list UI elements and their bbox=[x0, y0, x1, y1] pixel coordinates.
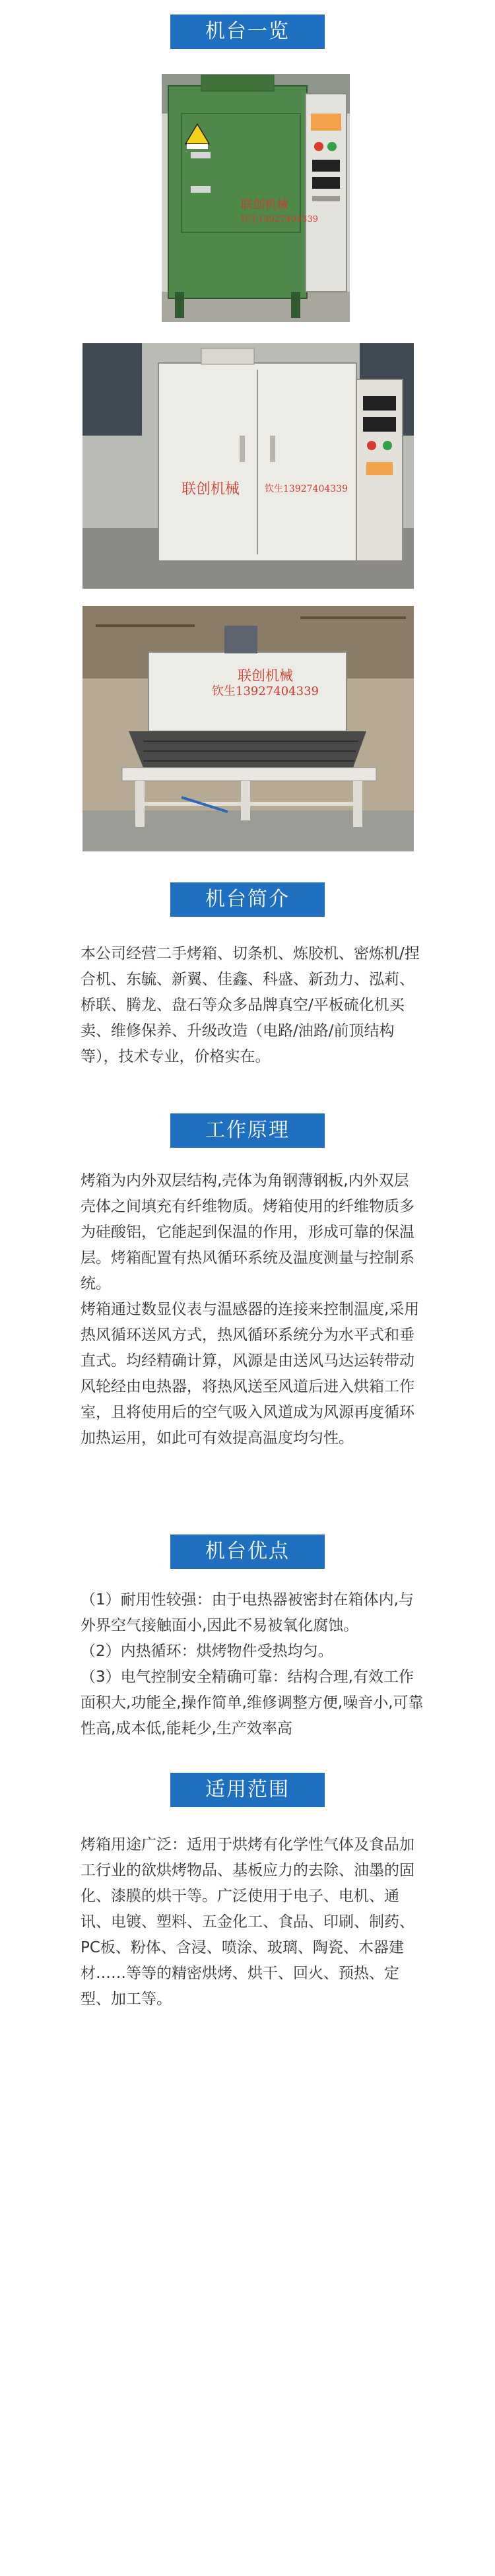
photo2-watermark-right: 钦生13927404339 bbox=[265, 484, 348, 494]
overview-section-title: 机台一览 bbox=[170, 15, 325, 49]
advantages-section-title: 机台优点 bbox=[170, 1535, 325, 1569]
photo3-watermark-line1: 联创机械 bbox=[237, 668, 293, 684]
advantages-paragraph bbox=[81, 1587, 424, 1742]
photo1-watermark-line2: 钦生13927404339 bbox=[241, 215, 318, 224]
principle-text-2: 烤箱通过数显仪表与温感器的连接来控制温度,采用热风循环送风方式，热风循环系统分为水平式和垂直式。均经精确计算，风源是由送风马达运转带动风轮经由电热器，将热风送至风道后进入烘箱工作室，且将使用后的空气吸入风道成为风源再度循环加热运用，如此可有效提高温度均匀性。 bbox=[81, 1301, 420, 1447]
scope-paragraph bbox=[81, 1832, 424, 2012]
intro-text: 本公司经营二手烤箱、切条机、炼胶机、密炼机/捏合机、东毓、新翼、佳鑫、科盛、新劲力、泓莉、桥联、腾龙、盘石等众多品牌真空/平板硫化机买卖、维修保养、升级改造（电路/油路/前顶结构等），技术专业，价格实在。 bbox=[81, 945, 420, 1065]
intro-paragraph bbox=[81, 941, 424, 1070]
white-oven-illustration bbox=[82, 343, 414, 589]
advantage-item-3: （3）电气控制安全精确可靠：结构合理,有效工作面积大,功能全,操作简单,维修调整方便,噪音小,可靠性高,成本低,能耗少,生产效率高 bbox=[81, 1668, 424, 1737]
intro-section-title: 机台简介 bbox=[170, 882, 325, 917]
scope-text: 烤箱用途广泛：适用于烘烤有化学性气体及食品加工行业的欲烘烤物品、基板应力的去除、油墨的固化、漆膜的烘干等。广泛使用于电子、电机、通讯、电镀、塑料、五金化工、食品、印刷、制药、PC板、粉体、含浸、喷涂、玻璃、陶瓷、木器建材……等等的精密烘烤、烘干、回火、预热、定型、加工等。 bbox=[81, 1836, 414, 2008]
green-oven-photo bbox=[162, 74, 350, 322]
principle-paragraph bbox=[81, 1168, 424, 1451]
principle-section-title: 工作原理 bbox=[170, 1113, 325, 1148]
white-oven-photo bbox=[82, 343, 414, 589]
tunnel-oven-illustration bbox=[82, 606, 414, 851]
photo1-watermark bbox=[241, 198, 318, 227]
photo1-watermark-line1: 联创机械 bbox=[241, 198, 288, 212]
advantage-item-1: （1）耐用性较强：由于电热器被密封在箱体内,与外界空气接触面小,因此不易被氧化腐蚀。 bbox=[81, 1591, 414, 1634]
photo3-watermark-line2: 钦生13927404339 bbox=[212, 684, 319, 698]
tunnel-oven-photo bbox=[82, 606, 414, 851]
photo3-watermark bbox=[212, 668, 319, 700]
advantage-item-2: （2）内热循环：烘烤物件受热均匀。 bbox=[81, 1643, 333, 1660]
photo2-watermark-left: 联创机械 bbox=[182, 481, 240, 498]
scope-section-title: 适用范围 bbox=[170, 1773, 325, 1807]
principle-text-1: 烤箱为内外双层结构,壳体为角钢薄钢板,内外双层壳体之间填充有纤维物质。烤箱使用的纤维物质多为硅酸铝，它能起到保温的作用，形成可靠的保温层。烤箱配置有热风循环系统及温度测量与控制系统。 bbox=[81, 1172, 414, 1292]
